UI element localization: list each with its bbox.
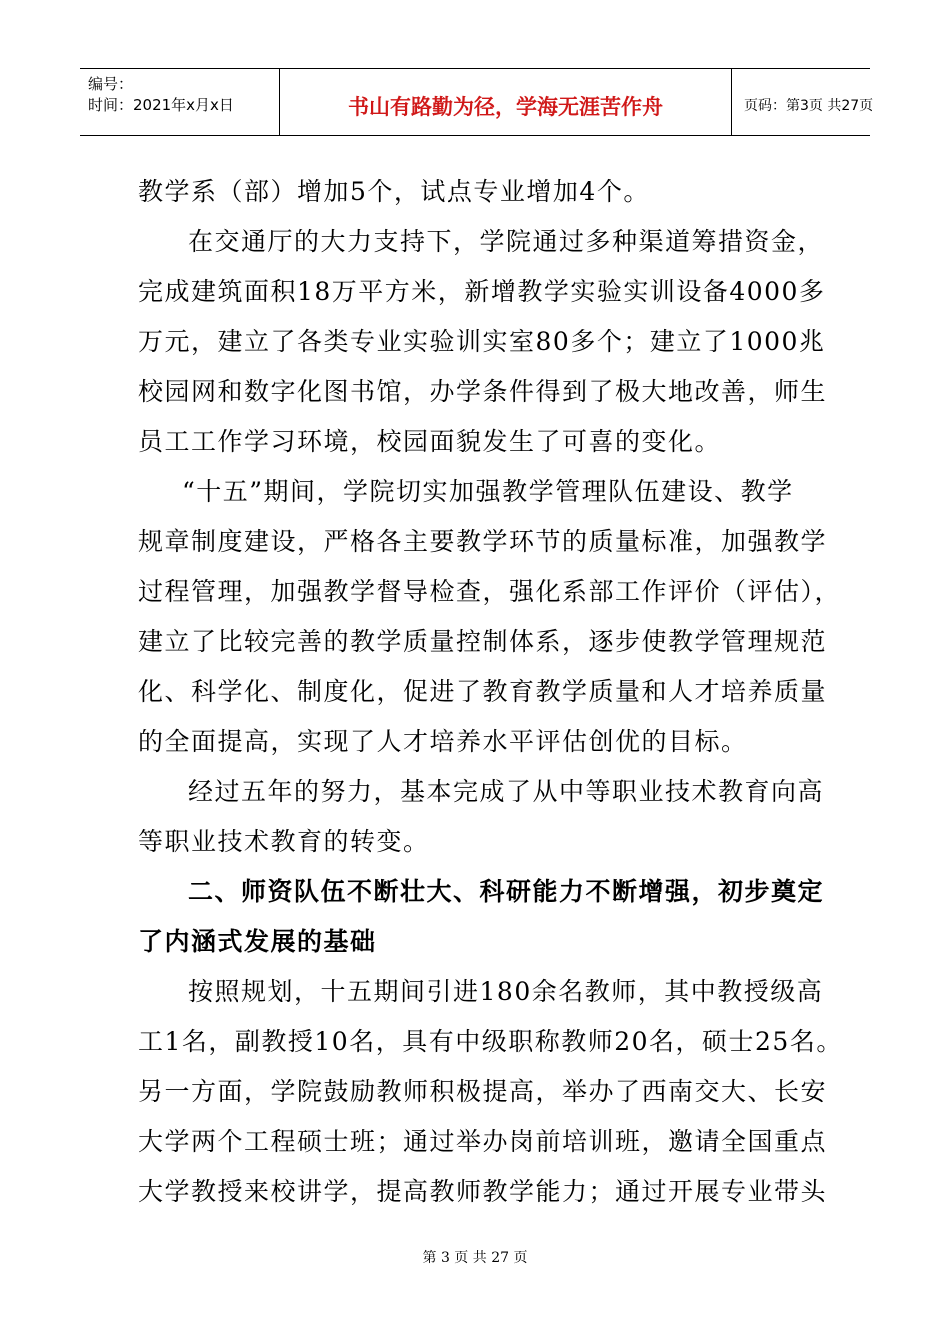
body-line: 员工工作学习环境，校园面貌发生了可喜的变化。 [138,427,722,456]
paragraph-first-line: “十五”期间，学院切实加强教学管理队伍建设、教学 [182,477,794,506]
body-line: 建立了比较完善的教学质量控制体系，逐步使教学管理规范 [138,627,828,656]
header-motto-cell [280,69,732,135]
body-line: 过程管理，加强教学督导检查，强化系部工作评价（评估）， [138,577,842,606]
header-page-label: 页码：第3页 共27页 [744,98,874,114]
body-line: 的全面提高，实现了人才培养水平评估创优的目标。 [138,727,748,756]
paragraph-first-line: 在交通厅的大力支持下，学院通过多种渠道筹措资金， [188,227,825,256]
body-line: 另一方面，学院鼓励教师积极提高，举办了西南交大、长安 [138,1077,828,1106]
body-line: 万元，建立了各类专业实验训实室80多个；建立了1000兆 [138,327,826,356]
body-line: 大学两个工程硕士班；通过举办岗前培训班，邀请全国重点 [138,1127,828,1156]
page-header [80,68,874,136]
paragraph-first-line: 经过五年的努力，基本完成了从中等职业技术教育向高 [188,777,825,806]
document-code-label: 编号： [88,75,134,93]
body-line: 完成建筑面积18万平方米，新增教学实验实训设备4000多 [138,277,826,306]
body-line: 工1名，副教授10名，具有中级职称教师20名，硕士25名。 [138,1027,843,1056]
header-info-cell [80,69,280,135]
body-line: 校园网和数字化图书馆，办学条件得到了极大地改善，师生 [138,377,828,406]
page-footer: 第 3 页 共 27 页 [422,1250,528,1266]
section-heading: 二、师资队伍不断壮大、科研能力不断增强，初步奠定 [188,877,825,906]
header-page-cell [732,69,874,135]
body-line: 教学系（部）增加5个，试点专业增加4个。 [138,177,650,206]
section-heading-continued: 了内涵式发展的基础 [138,927,377,956]
header-motto: 书山有路勤为径，学海无涯苦作舟 [348,95,663,119]
body-line: 等职业技术教育的转变。 [138,827,430,856]
body-line: 规章制度建设，严格各主要教学环节的质量标准，加强教学 [138,527,828,556]
body-line: 大学教授来校讲学，提高教师教学能力；通过开展专业带头 [138,1177,828,1206]
document-time-label: 时间：2021年x月x日 [88,96,234,114]
body-line: 化、科学化、制度化，促进了教育教学质量和人才培养质量 [138,677,828,706]
paragraph-first-line: 按照规划，十五期间引进180余名教师，其中教授级高 [188,977,824,1006]
